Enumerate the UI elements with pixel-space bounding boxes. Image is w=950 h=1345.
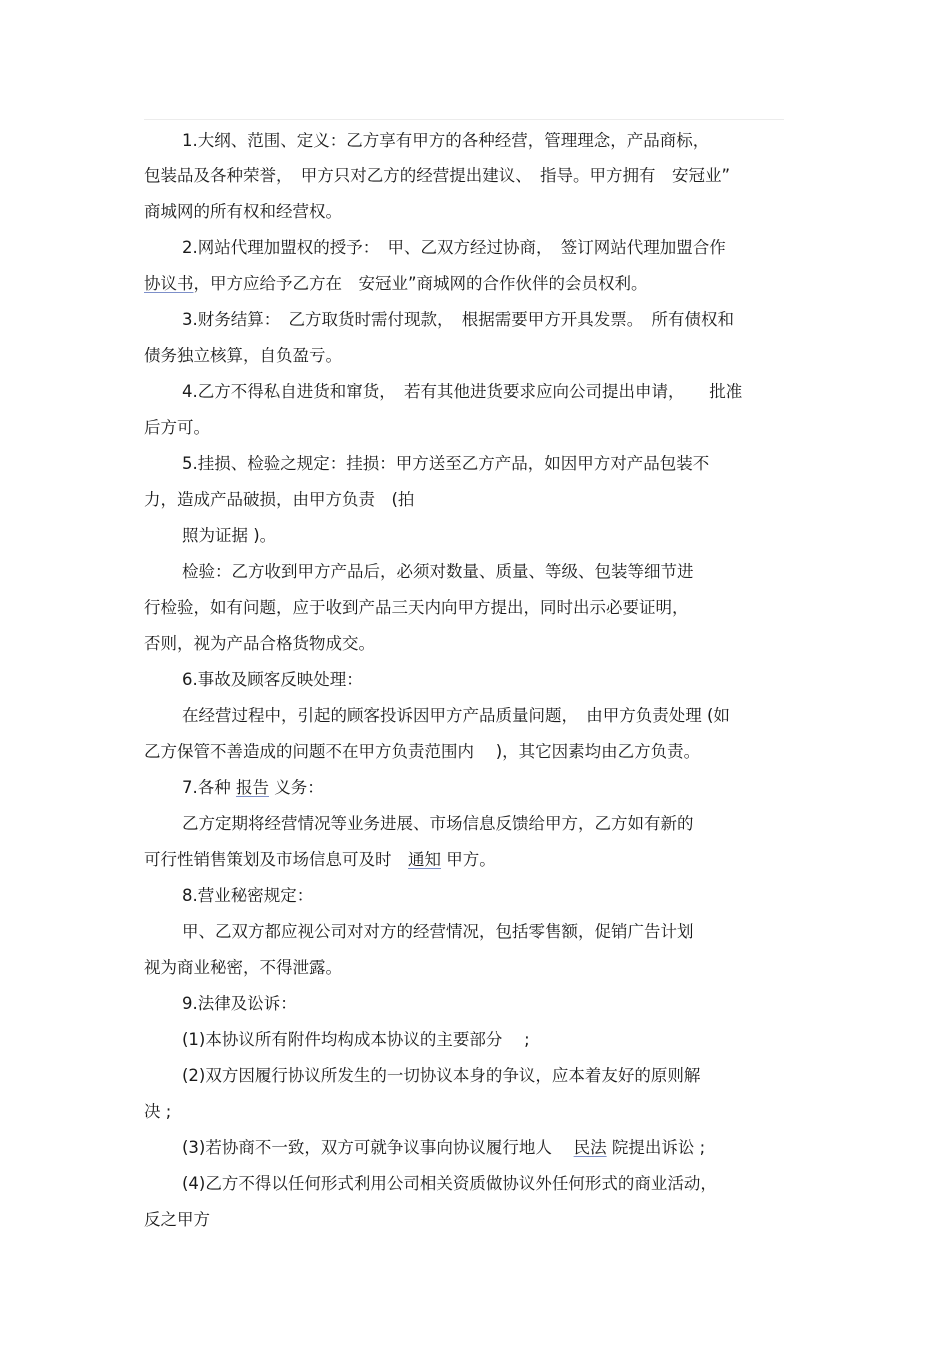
line-17: 在经营过程中，引起的顾客投诉因甲方产品质量问题， 由甲方负责处理 (如 [182,706,730,725]
line-6: 3.财务结算： 乙方取货时需付现款， 根据需要甲方开具发票。 所有债权和 [182,310,734,329]
top-divider [144,119,784,120]
line-11: 力，造成产品破损，由甲方负责 (拍 [144,490,415,509]
line-25: 9.法律及讼诉： [182,994,297,1013]
line-16: 6.事故及顾客反映处理： [182,670,363,689]
line-10: 5.挂损、检验之规定：挂损：甲方送至乙方产品，如因甲方对产品包装不 [182,454,710,473]
line-14: 行检验，如有问题，应于收到产品三天内向甲方提出，同时出示必要证明， [144,598,689,617]
line-5: 协议书，甲方应给予乙方在 安冠业”商城网的合作伙伴的会员权利。 [144,274,648,293]
underlined-term: 协议书 [144,274,194,293]
line-19: 7.各种 报告 义务： [182,778,324,797]
line-20: 乙方定期将经营情况等业务进展、市场信息反馈给甲方，乙方如有新的 [182,814,694,833]
line-22: 8.营业秘密规定： [182,886,314,905]
line-26: (1)本协议所有附件均构成本协议的主要部分 ; [182,1030,530,1049]
line-21: 可行性销售策划及市场信息可及时 通知 甲方。 [144,850,496,869]
line-13: 检验：乙方收到甲方产品后，必须对数量、质量、等级、包装等细节进 [182,562,694,581]
line-24: 视为商业秘密，不得泄露。 [144,958,342,977]
line-4: 2.网站代理加盟权的授予： 甲、乙双方经过协商， 签订网站代理加盟合作 [182,238,726,257]
underlined-term: 通知 [408,850,441,869]
line-12: 照为证据 )。 [182,526,277,545]
line-3: 商城网的所有权和经营权。 [144,202,342,221]
line-30: (4)乙方不得以任何形式利用公司相关资质做协议外任何形式的商业活动， [182,1174,717,1193]
line-15: 否则，视为产品合格货物成交。 [144,634,375,653]
line-28: 决 ; [144,1102,172,1121]
line-1: 1.大纲、范围、定义：乙方享有甲方的各种经营，管理理念，产品商标， [182,131,710,150]
underlined-term: 民法 [573,1138,607,1157]
line-9: 后方可。 [144,418,210,437]
line-27: (2)双方因履行协议所发生的一切协议本身的争议，应本着友好的原则解 [182,1066,701,1085]
line-23: 甲、乙双方都应视公司对对方的经营情况，包括零售额，促销广告计划 [182,922,694,941]
line-18: 乙方保管不善造成的问题不在甲方负责范围内 )，其它因素均由乙方负责。 [144,742,701,761]
line-2: 包装品及各种荣誉， 甲方只对乙方的经营提出建议、 指导。甲方拥有 安冠业” [144,166,731,185]
line-8: 4.乙方不得私自进货和窜货， 若有其他进货要求应向公司提出申请， 批准 [182,382,743,401]
underlined-term: 报告 [236,778,269,797]
line-29: (3)若协商不一致，双方可就争议事向协议履行地人 民法 院提出诉讼 ; [182,1138,706,1157]
line-7: 债务独立核算，自负盈亏。 [144,346,342,365]
line-31: 反之甲方 [144,1210,210,1229]
